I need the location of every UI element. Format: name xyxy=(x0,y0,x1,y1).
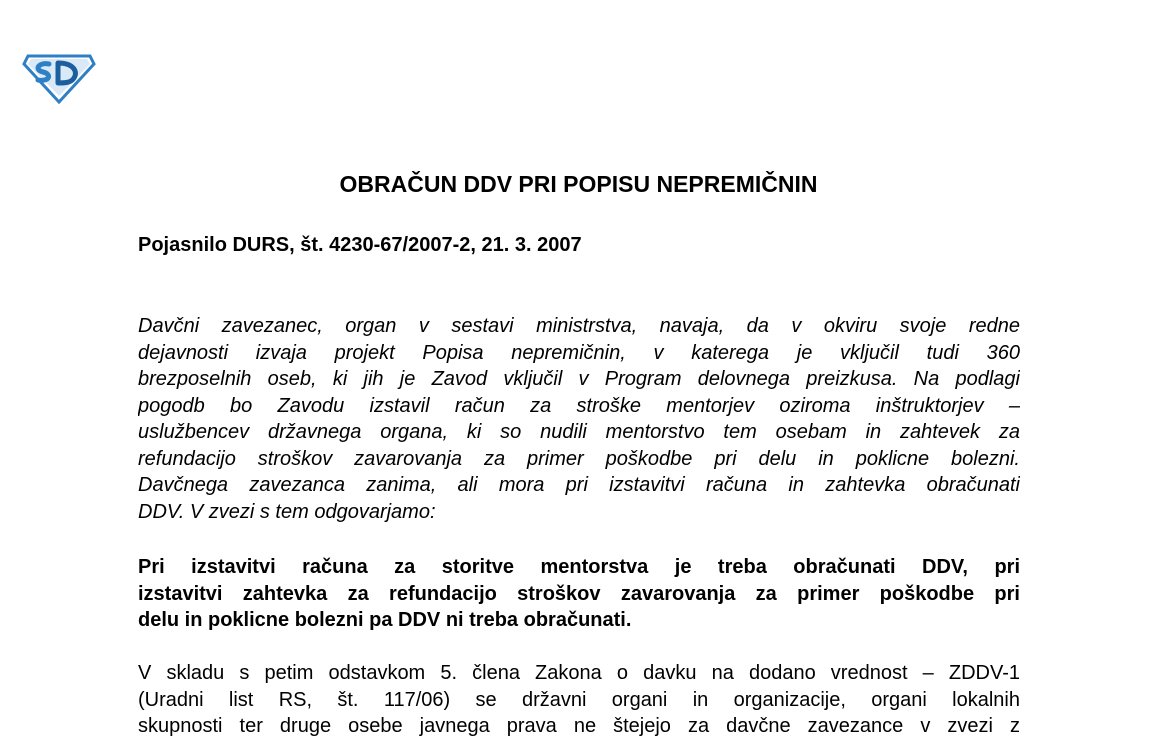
paragraph-line: V skladu s petim odstavkom 5. člena Zakona o davku na dodano vrednost – ZDDV-1 xyxy=(138,662,1020,684)
paragraph-explanation xyxy=(138,660,1020,740)
paragraph-line: pogodb bo Zavodu izstavil račun za stroške mentorjev oziroma inštruktorjev – xyxy=(138,394,1020,417)
paragraph-line: Pri izstavitvi računa za storitve mentorstva je treba obračunati DDV, pri xyxy=(138,556,1020,578)
paragraph-line: (Uradni list RS, št. 117/06) se državni organi in organizacije, organi lokalnih xyxy=(138,688,1020,711)
paragraph-line: Davčni zavezanec, organ v sestavi ministrstva, navaja, da v okviru svoje redne xyxy=(138,315,1020,337)
paragraph-line: Davčnega zavezanca zanima, ali mora pri izstavitvi računa in zahtevka obračunati xyxy=(138,474,1020,496)
paragraph-line: brezposelnih oseb, ki jih je Zavod vključil v Program delovnega preizkusa. Na podlagi xyxy=(138,368,1020,390)
paragraph-line: refundacijo stroškov zavarovanja za primer poškodbe pri delu in poklicne bolezni. xyxy=(138,447,1020,470)
paragraph-line: dejavnosti izvaja projekt Popisa nepremičnin, v katerega je vključil tudi 360 xyxy=(138,341,1020,364)
document-subtitle: Pojasnilo DURS, št. 4230-67/2007-2, 21. 3. 2007 xyxy=(138,234,582,256)
paragraph-line: izstavitvi zahtevka za refundacijo stroškov zavarovanja za primer poškodbe pri xyxy=(138,582,1020,605)
paragraph-line: DDV. V zvezi s tem odgovarjamo: xyxy=(138,500,436,523)
paragraph-question xyxy=(138,313,1020,525)
document-title: OBRAČUN DDV PRI POPISU NEPREMIČNIN xyxy=(339,171,818,197)
paragraph-line: delu in poklicne bolezni pa DDV ni treba obračunati. xyxy=(138,609,632,631)
company-logo xyxy=(22,50,96,104)
paragraph-answer-summary xyxy=(138,554,1020,634)
logo-s-stroke xyxy=(38,64,49,81)
logo-shield-icon xyxy=(22,50,96,104)
paragraph-line: skupnosti ter druge osebe javnega prava ne štejejo za davčne zavezance v zvezi z xyxy=(138,715,1020,737)
paragraph-line: uslužbencev državnega organa, ki so nudili mentorstvo tem osebam in zahtevek za xyxy=(138,421,1020,443)
